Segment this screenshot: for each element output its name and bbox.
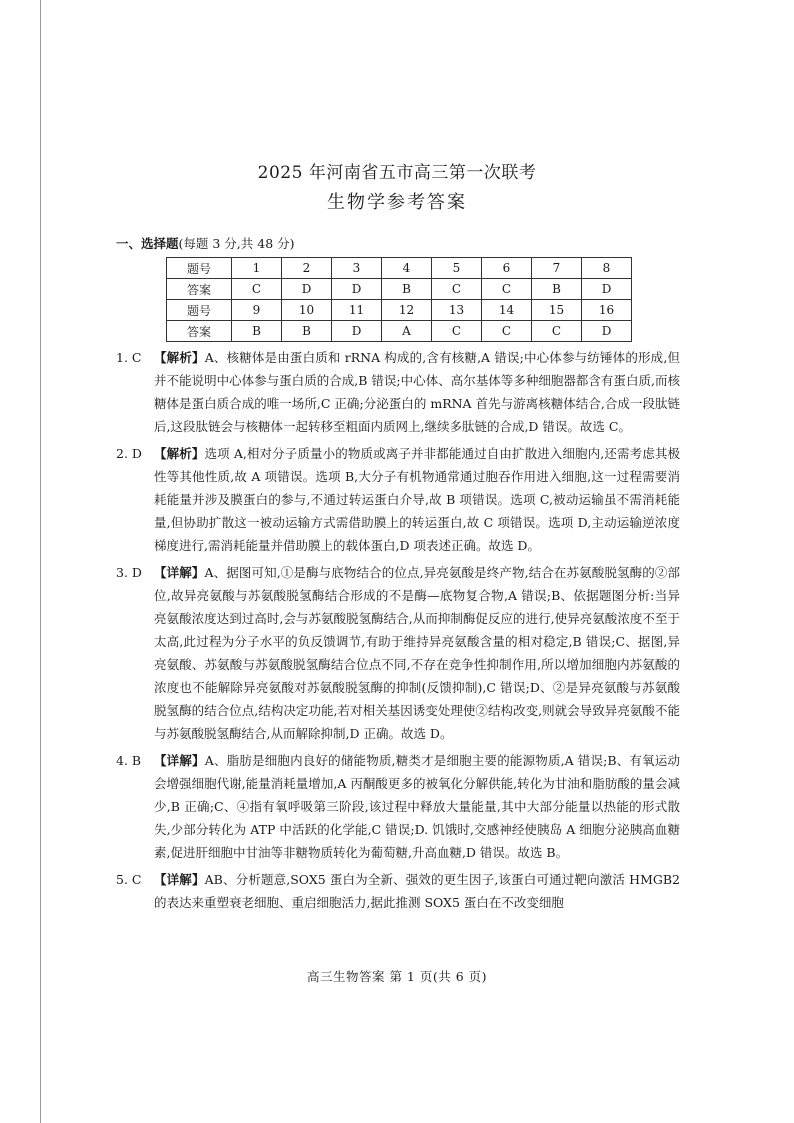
question-answer: 1. C: [116, 350, 142, 365]
explanation-body: [154, 442, 680, 557]
section-heading: [116, 234, 295, 252]
answer-table-cell: D: [332, 279, 382, 300]
section-note: (每题 3 分,共 48 分): [178, 236, 295, 251]
question-answer: 2. D: [116, 446, 142, 461]
answer-table-cell: C: [532, 321, 582, 342]
answer-table-cell: C: [432, 321, 482, 342]
explanation-item: [116, 442, 680, 557]
explanation-tag: 【详解】: [154, 565, 205, 580]
page-subtitle: 生物学参考答案: [327, 192, 467, 213]
answer-table-cell: A: [382, 321, 432, 342]
answer-table-cell: 1: [232, 258, 282, 279]
answer-table-cell: 9: [232, 300, 282, 321]
explanation-item: [116, 346, 680, 438]
explanation-text: 选项 A,相对分子质量小的物质或离子并非都能通过自由扩散进入细胞内,还需考虑其极性等其他性质,故 A 项错误。选项 B,大分子有机物通常通过胞吞作用进入细胞,这一过程需要消耗能量并涉及膜蛋白的参与,不通过转运蛋白介导,故 B 项错误。选项 C,被动运输虽不需消耗能量,但协助扩散这一被动运输方式需借助膜上的转运蛋白,故 C 项错误。选项 D,主动运输逆浓度梯度进行,需消耗能量并借助膜上的载体蛋白,D 项表述正确。故选 D。: [154, 446, 680, 553]
answer-table-cell: 10: [282, 300, 332, 321]
explanation-item: [116, 868, 680, 914]
answer-table-row-header: 题号: [167, 300, 232, 321]
page-title: 2025 年河南省五市高三第一次联考: [257, 163, 537, 183]
answer-table-cell: C: [432, 279, 482, 300]
answer-table-row-header: 答案: [167, 279, 232, 300]
answer-table-cell: 6: [482, 258, 532, 279]
page-footer: 高三生物答案 第 1 页(共 6 页): [306, 969, 488, 984]
answer-table-cell: 14: [482, 300, 532, 321]
answer-table-cell: 4: [382, 258, 432, 279]
answer-table-cell: C: [482, 279, 532, 300]
answer-table-cell: 3: [332, 258, 382, 279]
answer-table-cell: 7: [532, 258, 582, 279]
explanation-text: A、据图可知,①是酶与底物结合的位点,异亮氨酸是终产物,结合在苏氨酸脱氢酶的②部位,故异亮氨酸与苏氨酸脱氢酶结合形成的不是酶—底物复合物,A 错误;B、依据题图分析:当异亮氨酸浓度达到过高时,会与苏氨酸脱氢酶结合,从而抑制酶促反应的进行,使异亮氨酸浓度不至于太高,此过程为分子水平的负反馈调节,有助于维持异亮氨酸含量的相对稳定,B 错误;C、据图,异亮氨酸、苏氨酸与苏氨酸脱氢酶结合位点不同,不存在竞争性抑制作用,所以增加细胞内苏氨酸的浓度也不能解除异亮氨酸对苏氨酸脱氢酶的抑制(反馈抑制),C 错误;D、②是异亮氨酸与苏氨酸脱氢酶的结合位点,结构决定功能,若对相关基因诱变处理使②结构改变,则就会导致异亮氨酸不能与苏氨酸脱氢酶结合,从而解除抑制,D 正确。故选 D。: [154, 565, 680, 741]
explanation-body: [154, 749, 680, 864]
explanation-text: A、核糖体是由蛋白质和 rRNA 构成的,含有核糖,A 错误;中心体参与纺锤体的形成,但并不能说明中心体参与蛋白质的合成,B 错误;中心体、高尔基体等多种细胞器都含有蛋白质,而核糖体是蛋白质合成的唯一场所,C 正确;分泌蛋白的 mRNA 首先与游离核糖体结合,合成一段肽链后,这段肽链会与核糖体一起转移至粗面内质网上,继续多肽链的合成,D 错误。故选 C。: [154, 350, 680, 434]
explanation-body: [154, 346, 680, 438]
explanation-tag: 【详解】: [154, 753, 205, 768]
answer-table-cell: C: [482, 321, 532, 342]
section-label: 一、选择题: [116, 236, 179, 251]
answer-table-cell: 2: [282, 258, 332, 279]
answer-table-row: [167, 279, 632, 300]
explanation-text: AB、分析题意,SOX5 蛋白为全新、强效的更生因子,该蛋白可通过靶向激活 HMGB2 的表达来重塑衰老细胞、重启细胞活力,据此推测 SOX5 蛋白在不改变细胞: [154, 872, 680, 910]
answer-table-cell: 5: [432, 258, 482, 279]
answer-table-cell: 8: [582, 258, 632, 279]
explanation-text: A、脂肪是细胞内良好的储能物质,糖类才是细胞主要的能源物质,A 错误;B、有氧运动会增强细胞代谢,能量消耗量增加,A 丙酮酸更多的被氧化分解供能,转化为甘油和脂肪酸的量会减少,B 正确;C、④指有氧呼吸第三阶段,该过程中释放大量能量,其中大部分能量以热能的形式散失,少部分转化为 ATP 中活跃的化学能,C 错误;D. 饥饿时,交感神经使胰岛 A 细胞分泌胰高血糖素,促进肝细胞中甘油等非糖物质转化为葡萄糖,升高血糖,D 错误。故选 B。: [154, 753, 680, 860]
answer-table-row: [167, 321, 632, 342]
answer-table: [166, 257, 632, 342]
answer-table-cell: B: [382, 279, 432, 300]
explanation-body: [154, 561, 680, 745]
question-answer: 5. C: [116, 872, 142, 887]
answer-table-row-header: 答案: [167, 321, 232, 342]
answer-table-cell: 16: [582, 300, 632, 321]
answer-table-row: [167, 258, 632, 279]
answer-table-cell: 12: [382, 300, 432, 321]
answer-table-cell: B: [282, 321, 332, 342]
explanation-body: [154, 868, 680, 914]
explanation-tag: 【解析】: [154, 446, 205, 461]
answer-table-cell: D: [282, 279, 332, 300]
answer-table-cell: B: [532, 279, 582, 300]
answer-table-cell: 13: [432, 300, 482, 321]
answer-table-cell: D: [332, 321, 382, 342]
answer-table-cell: D: [582, 279, 632, 300]
explanation-tag: 【解析】: [154, 350, 205, 365]
answer-table-cell: C: [232, 279, 282, 300]
question-answer: 3. D: [116, 565, 142, 580]
question-answer: 4. B: [116, 753, 142, 768]
answer-table-cell: B: [232, 321, 282, 342]
explanation-list: [116, 346, 680, 918]
answer-table-cell: 11: [332, 300, 382, 321]
answer-table-cell: D: [582, 321, 632, 342]
answer-table-row-header: 题号: [167, 258, 232, 279]
answer-table-cell: 15: [532, 300, 582, 321]
explanation-item: [116, 749, 680, 864]
explanation-tag: 【详解】: [154, 872, 205, 887]
answer-table-row: [167, 300, 632, 321]
explanation-item: [116, 561, 680, 745]
